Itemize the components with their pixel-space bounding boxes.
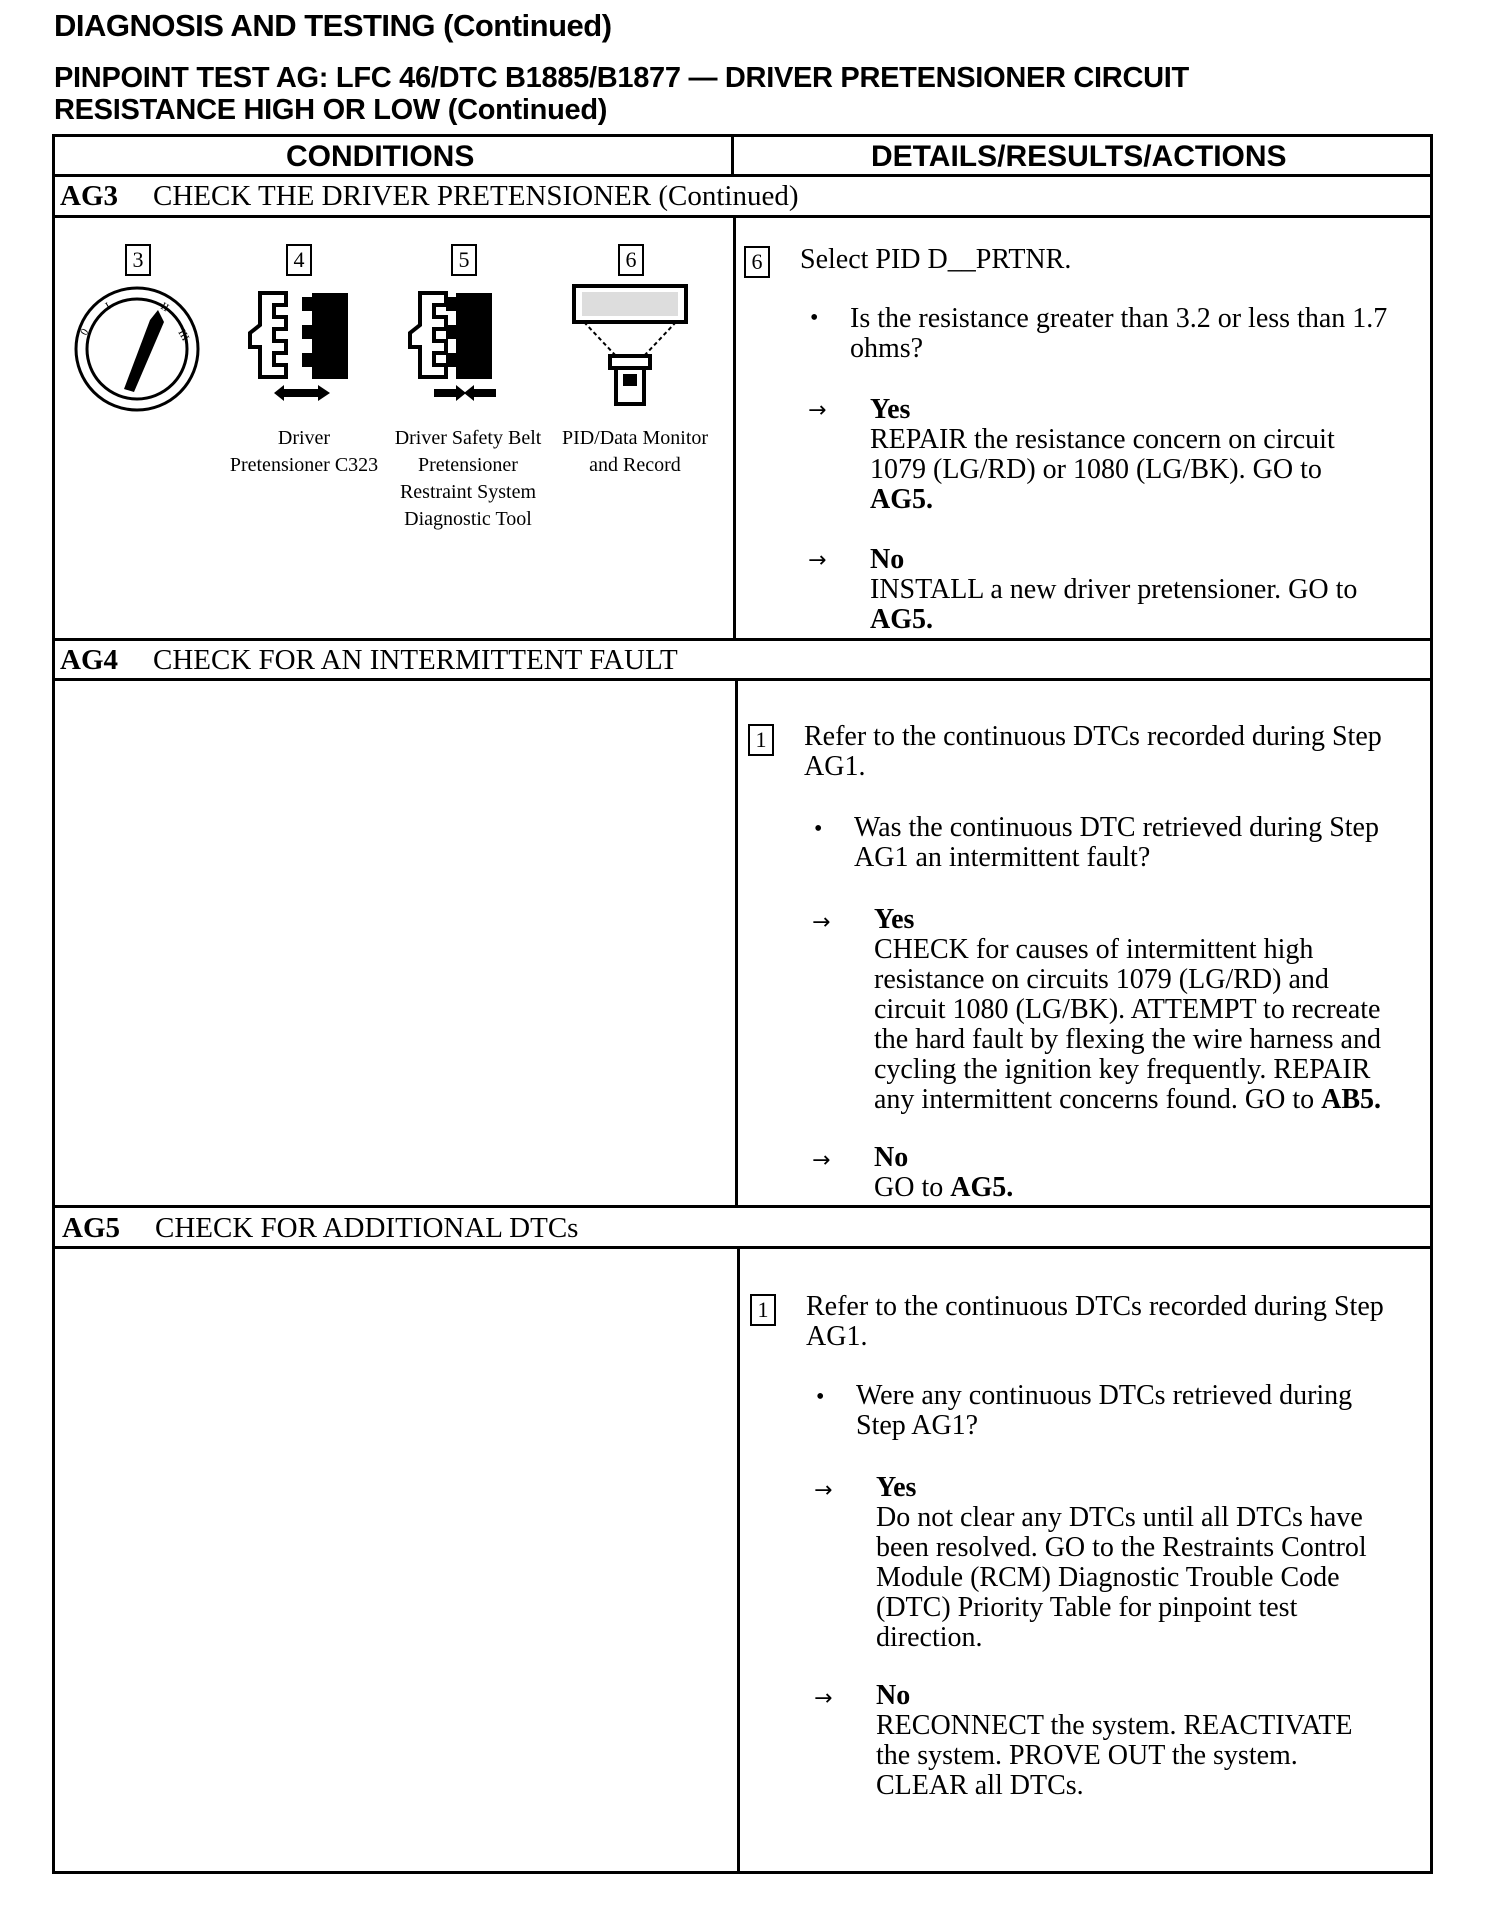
caption-pid-data-monitor-line1: PID/Data Monitor: [561, 427, 709, 449]
ag5-row-title: [62, 1212, 578, 1245]
ag3-no-line2: AG5.: [870, 604, 933, 635]
ag4-code: AG4: [60, 644, 118, 676]
ag4-no-label: No: [874, 1142, 909, 1173]
ag4-step-text-line2: AG1.: [804, 751, 866, 782]
ag4-row-title: [60, 644, 678, 677]
table-border-right: [1430, 134, 1433, 1874]
ag5-step-text-line2: AG1.: [806, 1321, 868, 1352]
ag5-question-line1: Were any continuous DTCs retrieved during: [856, 1380, 1353, 1411]
ag4-question-line1: Was the continuous DTC retrieved during Step: [854, 812, 1379, 843]
ag5-yes-line2: been resolved. GO to the Restraints Control: [876, 1532, 1367, 1563]
ag5-yes-arrow-icon: →: [814, 1478, 833, 1503]
ag4-no-block: [874, 1143, 1013, 1203]
ag4-yes-line6: [874, 1085, 1381, 1115]
caption-restraint-system-tool-line1: Driver Safety Belt: [394, 427, 542, 449]
ag3-question-line1: Is the resistance greater than 3.2 or less than 1.7: [850, 303, 1388, 334]
ag4-no-text: GO to: [874, 1172, 951, 1203]
ag4-yes-last-text: any intermittent concerns found. GO to: [874, 1084, 1322, 1115]
ag4-no-line: [874, 1173, 1013, 1203]
ag5-yes-line3: Module (RCM) Diagnostic Trouble Code: [876, 1562, 1340, 1593]
caption-restraint-system-tool-line3: Restraint System: [399, 481, 537, 503]
ag3-yes-line3: AG5.: [870, 484, 933, 515]
caption-driver-pretensioner-line2: Pretensioner C323: [229, 454, 379, 476]
page-title: DIAGNOSIS AND TESTING (Continued): [54, 8, 612, 43]
caption-pid-data-monitor-line2: and Record: [589, 454, 681, 476]
step-box-5: 5: [451, 244, 477, 276]
svg-text:III: III: [175, 327, 192, 344]
ag4-title-divider: [52, 678, 1433, 681]
details-header: DETAILS/RESULTS/ACTIONS: [871, 140, 1287, 173]
ag3-yes-arrow-icon: →: [808, 398, 827, 423]
ag5-no-label: No: [876, 1680, 911, 1711]
pinpoint-test-title-line1: PINPOINT TEST AG: LFC 46/DTC B1885/B1877 — DRIVER PRETENSIONER CIRCUIT: [54, 62, 1189, 94]
connector-connect-icon: [400, 285, 530, 405]
ag3-no-arrow-icon: →: [808, 548, 827, 573]
ag5-yes-block: [876, 1473, 1367, 1653]
ag3-yes-label: Yes: [870, 394, 911, 425]
caption-restraint-system-tool-line2: Pretensioner: [418, 454, 518, 476]
table-border-top: [52, 134, 1432, 137]
svg-text:I: I: [103, 300, 113, 313]
svg-text:II: II: [158, 300, 171, 315]
caption-driver-pretensioner-line1: Driver: [277, 427, 331, 449]
caption-pid-data-monitor: [550, 425, 720, 479]
ag3-yes-block: [870, 395, 1335, 515]
ag5-yes-label: Yes: [876, 1472, 917, 1503]
ag3-question-line2: ohms?: [850, 333, 924, 364]
conditions-header: CONDITIONS: [286, 140, 475, 173]
column-divider-header: [731, 134, 734, 177]
ag3-question: [850, 304, 1387, 364]
ag5-yes-line4: (DTC) Priority Table for pinpoint test: [876, 1592, 1298, 1623]
ag5-no-line1: RECONNECT the system. REACTIVATE: [876, 1710, 1353, 1741]
ag5-question: [856, 1381, 1352, 1441]
ag4-no-link: AG5.: [950, 1172, 1014, 1203]
table-border-bottom: [52, 1871, 1433, 1874]
ag3-title-divider: [52, 215, 1433, 218]
ag3-step-number: 6: [744, 246, 770, 278]
ag3-row-title: [60, 180, 799, 213]
ag4-question-line2: AG1 an intermittent fault?: [854, 842, 1151, 873]
ag3-bullet: •: [810, 305, 819, 331]
ag3-code: AG3: [60, 180, 118, 212]
connector-disconnect-icon: [232, 285, 362, 405]
ag3-yes-line1: REPAIR the resistance concern on circuit: [870, 424, 1335, 455]
ag4-yes-line4: the hard fault by flexing the wire harness and: [874, 1024, 1381, 1055]
ag5-bullet: •: [816, 1384, 825, 1410]
ag5-step-number: 1: [750, 1294, 776, 1326]
ag4-top-divider: [52, 638, 1433, 641]
pinpoint-test-title-line2: RESISTANCE HIGH OR LOW (Continued): [54, 94, 608, 126]
ag4-step-text: [804, 722, 1382, 782]
ag3-yes-line2: 1079 (LG/RD) or 1080 (LG/BK). GO to: [870, 454, 1322, 485]
ag4-yes-block: [874, 905, 1381, 1115]
ag4-yes-line2: resistance on circuits 1079 (LG/RD) and: [874, 964, 1329, 995]
ag5-no-arrow-icon: →: [814, 1686, 833, 1711]
ag4-question: [854, 813, 1379, 873]
ag5-title-divider: [52, 1246, 1433, 1249]
step-box-6: 6: [618, 244, 644, 276]
caption-restraint-system-tool-line4: Diagnostic Tool: [404, 508, 532, 530]
ag4-yes-arrow-icon: →: [812, 910, 831, 935]
column-divider-ag5: [737, 1246, 740, 1872]
ag4-title: CHECK FOR AN INTERMITTENT FAULT: [153, 644, 678, 676]
ag5-code: AG5: [62, 1212, 120, 1244]
ag5-step-text-line1: Refer to the continuous DTCs recorded during Step: [806, 1291, 1384, 1322]
ag4-step-text-line1: Refer to the continuous DTCs recorded during Step: [804, 721, 1382, 752]
column-divider-ag4: [735, 678, 738, 1207]
ag5-question-line2: Step AG1?: [856, 1410, 979, 1441]
ag5-yes-line5: direction.: [876, 1622, 983, 1653]
ag5-title: CHECK FOR ADDITIONAL DTCs: [155, 1212, 579, 1244]
ag3-no-label: No: [870, 544, 905, 575]
caption-driver-pretensioner: [214, 425, 394, 479]
ag5-no-line2: the system. PROVE OUT the system.: [876, 1740, 1298, 1771]
ag4-yes-last-link: AB5.: [1321, 1084, 1382, 1115]
ag5-no-block: [876, 1681, 1353, 1801]
ag5-no-line3: CLEAR all DTCs.: [876, 1770, 1084, 1801]
ag4-yes-label: Yes: [874, 904, 915, 935]
ag3-no-line1: INSTALL a new driver pretensioner. GO to: [870, 574, 1358, 605]
header-row-divider: [52, 174, 1433, 177]
ag4-yes-line5: cycling the ignition key frequently. REPAIR: [874, 1054, 1371, 1085]
step-box-4: 4: [286, 244, 312, 276]
ag4-step-number: 1: [748, 724, 774, 756]
step-box-3: 3: [125, 244, 151, 276]
table-border-left: [52, 134, 55, 1874]
ag4-no-arrow-icon: →: [812, 1148, 831, 1173]
pinpoint-test-title: [54, 62, 1189, 126]
column-divider-ag3: [733, 215, 736, 640]
diagnostic-tool-icon: [570, 282, 690, 412]
ag4-yes-line3: circuit 1080 (LG/BK). ATTEMPT to recreate: [874, 994, 1381, 1025]
ag5-yes-line1: Do not clear any DTCs until all DTCs have: [876, 1502, 1363, 1533]
ag4-yes-line1: CHECK for causes of intermittent high: [874, 934, 1314, 965]
ag5-top-divider: [52, 1205, 1433, 1208]
svg-text:0: 0: [78, 326, 92, 338]
ag3-no-block: [870, 545, 1357, 635]
ignition-switch-icon: [72, 284, 202, 414]
ag3-title: CHECK THE DRIVER PRETENSIONER (Continued): [153, 180, 799, 212]
caption-restraint-system-tool: [378, 425, 558, 533]
ag3-step-text: Select PID D__PRTNR.: [800, 244, 1072, 275]
ag5-step-text: [806, 1292, 1384, 1352]
ag4-bullet: •: [814, 816, 823, 842]
